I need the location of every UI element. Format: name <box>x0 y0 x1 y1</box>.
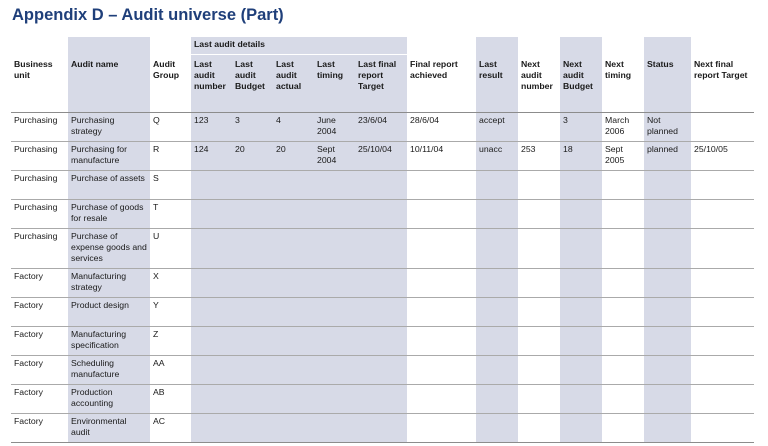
table-cell <box>644 269 691 298</box>
table-row <box>11 385 754 414</box>
table-cell <box>314 269 355 298</box>
table-cell <box>273 171 314 200</box>
table-cell: 25/10/05 <box>691 142 754 171</box>
table-cell: Purchasing for manufacture <box>68 142 150 171</box>
table-cell <box>232 298 273 327</box>
table-cell <box>191 200 232 229</box>
table-cell <box>232 200 273 229</box>
table-cell <box>560 200 602 229</box>
column-header: Audit name <box>68 55 150 113</box>
column-header: Next audit Budget <box>560 55 602 113</box>
table-row <box>11 171 754 200</box>
page-title: Appendix D – Audit universe (Part) <box>12 6 284 24</box>
table-cell <box>691 113 754 142</box>
column-header: Last result <box>476 55 518 113</box>
table-cell <box>232 229 273 269</box>
table-row <box>11 229 754 269</box>
table-row <box>11 142 754 171</box>
table-cell: Y <box>150 298 191 327</box>
table-cell <box>644 385 691 414</box>
table-cell <box>355 269 407 298</box>
table-cell <box>232 356 273 385</box>
table-cell <box>476 200 518 229</box>
table-cell: Purchasing strategy <box>68 113 150 142</box>
table-cell: Purchase of assets <box>68 171 150 200</box>
group-header-last-audit-details: Last audit details <box>191 37 407 55</box>
table-cell <box>476 327 518 356</box>
table-cell: Factory <box>11 414 68 443</box>
audit-universe-table <box>11 37 754 443</box>
table-cell <box>602 269 644 298</box>
table-cell: 4 <box>273 113 314 142</box>
table-cell: June 2004 <box>314 113 355 142</box>
table-cell: 124 <box>191 142 232 171</box>
table-cell: 123 <box>191 113 232 142</box>
table-cell <box>602 171 644 200</box>
table-cell: 3 <box>232 113 273 142</box>
table-cell: U <box>150 229 191 269</box>
table-cell <box>314 327 355 356</box>
table-cell: Factory <box>11 356 68 385</box>
table-cell <box>602 200 644 229</box>
table-cell <box>518 385 560 414</box>
table-cell <box>476 356 518 385</box>
table-cell <box>560 269 602 298</box>
table-cell: Z <box>150 327 191 356</box>
group-header-row <box>11 37 754 55</box>
table-row <box>11 414 754 443</box>
table-cell <box>273 356 314 385</box>
table-cell <box>691 171 754 200</box>
table-cell <box>518 298 560 327</box>
group-header-spacer <box>602 37 644 55</box>
table-cell <box>518 414 560 443</box>
table-cell <box>644 200 691 229</box>
table-cell <box>602 356 644 385</box>
table-cell <box>518 229 560 269</box>
table-row <box>11 269 754 298</box>
table-cell <box>191 385 232 414</box>
table-cell <box>407 200 476 229</box>
table-cell: Q <box>150 113 191 142</box>
table-cell <box>476 229 518 269</box>
table-cell: AB <box>150 385 191 414</box>
table-cell <box>314 385 355 414</box>
table-cell: X <box>150 269 191 298</box>
table-cell <box>191 269 232 298</box>
table-cell <box>602 229 644 269</box>
column-header: Last final report Target <box>355 55 407 113</box>
table-cell <box>560 229 602 269</box>
table-row <box>11 298 754 327</box>
table-cell <box>476 414 518 443</box>
table-cell <box>560 327 602 356</box>
group-header-spacer <box>476 37 518 55</box>
table-cell <box>314 171 355 200</box>
table-cell: Factory <box>11 269 68 298</box>
table-cell: Scheduling manufacture <box>68 356 150 385</box>
group-header-spacer <box>644 37 691 55</box>
column-header: Last audit actual <box>273 55 314 113</box>
table-cell <box>691 269 754 298</box>
table-cell: 18 <box>560 142 602 171</box>
table-cell: 10/11/04 <box>407 142 476 171</box>
table-cell: Purchasing <box>11 200 68 229</box>
table-cell: Product design <box>68 298 150 327</box>
table-cell <box>191 229 232 269</box>
table-cell <box>407 414 476 443</box>
table-cell <box>602 414 644 443</box>
table-cell: 23/6/04 <box>355 113 407 142</box>
table-cell <box>355 298 407 327</box>
table-cell <box>476 298 518 327</box>
table-cell <box>355 229 407 269</box>
table-cell <box>273 200 314 229</box>
table-cell <box>232 171 273 200</box>
table-cell <box>518 200 560 229</box>
column-header: Last audit Budget <box>232 55 273 113</box>
table-cell <box>560 385 602 414</box>
table-cell: S <box>150 171 191 200</box>
table-cell: 20 <box>273 142 314 171</box>
group-header-spacer <box>518 37 560 55</box>
table-cell: Manufacturing strategy <box>68 269 150 298</box>
group-header-spacer <box>691 37 754 55</box>
table-cell <box>355 385 407 414</box>
table-cell: T <box>150 200 191 229</box>
table-row <box>11 356 754 385</box>
table-cell <box>691 298 754 327</box>
table-cell: planned <box>644 142 691 171</box>
table-cell <box>314 229 355 269</box>
table-cell: unacc <box>476 142 518 171</box>
table-cell <box>518 171 560 200</box>
table-cell <box>273 298 314 327</box>
table-row <box>11 327 754 356</box>
table-cell <box>232 269 273 298</box>
table-cell <box>407 229 476 269</box>
table-cell <box>691 200 754 229</box>
table-cell <box>407 327 476 356</box>
group-header-spacer <box>68 37 150 55</box>
table-cell <box>314 200 355 229</box>
table-cell <box>560 298 602 327</box>
table-cell: Purchasing <box>11 142 68 171</box>
table-cell: Sept 2004 <box>314 142 355 171</box>
table-cell <box>691 414 754 443</box>
table-cell <box>644 327 691 356</box>
table-cell: Manufacturing specification <box>68 327 150 356</box>
column-header: Business unit <box>11 55 68 113</box>
group-header-spacer <box>150 37 191 55</box>
table-cell <box>232 327 273 356</box>
group-header-spacer <box>407 37 476 55</box>
table-cell <box>314 356 355 385</box>
column-header: Next audit number <box>518 55 560 113</box>
table-cell <box>191 414 232 443</box>
table-cell: R <box>150 142 191 171</box>
table-cell: Environmental audit <box>68 414 150 443</box>
table-cell: Factory <box>11 385 68 414</box>
column-header: Next final report Target <box>691 55 754 113</box>
table-cell <box>232 414 273 443</box>
table-cell <box>273 414 314 443</box>
table-cell: Purchasing <box>11 113 68 142</box>
table-cell: Sept 2005 <box>602 142 644 171</box>
table-cell: accept <box>476 113 518 142</box>
table-cell <box>191 327 232 356</box>
table-cell <box>518 327 560 356</box>
table-cell <box>191 171 232 200</box>
table-cell <box>691 385 754 414</box>
column-header: Next timing <box>602 55 644 113</box>
table-cell <box>476 385 518 414</box>
table-cell <box>560 356 602 385</box>
table-cell <box>273 327 314 356</box>
column-header: Status <box>644 55 691 113</box>
table-cell <box>355 327 407 356</box>
table-cell <box>407 356 476 385</box>
table-cell <box>644 171 691 200</box>
table-cell: 253 <box>518 142 560 171</box>
table-cell <box>518 269 560 298</box>
table-cell <box>407 385 476 414</box>
table-cell <box>644 229 691 269</box>
table-cell: Purchasing <box>11 171 68 200</box>
table-cell <box>314 298 355 327</box>
table-cell: 3 <box>560 113 602 142</box>
table-row <box>11 113 754 142</box>
table-cell <box>355 414 407 443</box>
table-cell <box>232 385 273 414</box>
table-cell: Purchasing <box>11 229 68 269</box>
table-cell <box>355 171 407 200</box>
table-cell <box>191 298 232 327</box>
table-cell <box>560 414 602 443</box>
table-cell <box>476 269 518 298</box>
table-cell: Purchase of goods for resale <box>68 200 150 229</box>
table-cell <box>602 327 644 356</box>
table-cell <box>644 298 691 327</box>
table-cell: Purchase of expense goods and services <box>68 229 150 269</box>
table-cell <box>407 298 476 327</box>
table-cell <box>314 414 355 443</box>
table-cell <box>518 356 560 385</box>
table-cell: 25/10/04 <box>355 142 407 171</box>
group-header-spacer <box>560 37 602 55</box>
table-cell: March 2006 <box>602 113 644 142</box>
group-header-spacer <box>11 37 68 55</box>
table-cell <box>518 113 560 142</box>
table-cell: Not planned <box>644 113 691 142</box>
table-cell <box>602 298 644 327</box>
table-cell <box>476 171 518 200</box>
table-cell <box>691 327 754 356</box>
table-cell: AC <box>150 414 191 443</box>
column-header: Audit Group <box>150 55 191 113</box>
table-cell <box>644 356 691 385</box>
table-cell: Production accounting <box>68 385 150 414</box>
table-cell <box>691 356 754 385</box>
table-cell <box>691 229 754 269</box>
table-cell: Factory <box>11 327 68 356</box>
table-cell <box>644 414 691 443</box>
table-cell <box>407 171 476 200</box>
table-cell <box>407 269 476 298</box>
table-cell <box>191 356 232 385</box>
table-cell <box>273 385 314 414</box>
table-cell <box>273 229 314 269</box>
table-cell: AA <box>150 356 191 385</box>
table-cell <box>355 356 407 385</box>
column-header: Last timing <box>314 55 355 113</box>
table-row <box>11 200 754 229</box>
table-cell: 28/6/04 <box>407 113 476 142</box>
table-cell <box>602 385 644 414</box>
table-cell: Factory <box>11 298 68 327</box>
column-header: Final report achieved <box>407 55 476 113</box>
table-cell: 20 <box>232 142 273 171</box>
table-cell <box>560 171 602 200</box>
table-cell <box>355 200 407 229</box>
column-header: Last audit number <box>191 55 232 113</box>
column-header-row <box>11 55 754 113</box>
table-cell <box>273 269 314 298</box>
